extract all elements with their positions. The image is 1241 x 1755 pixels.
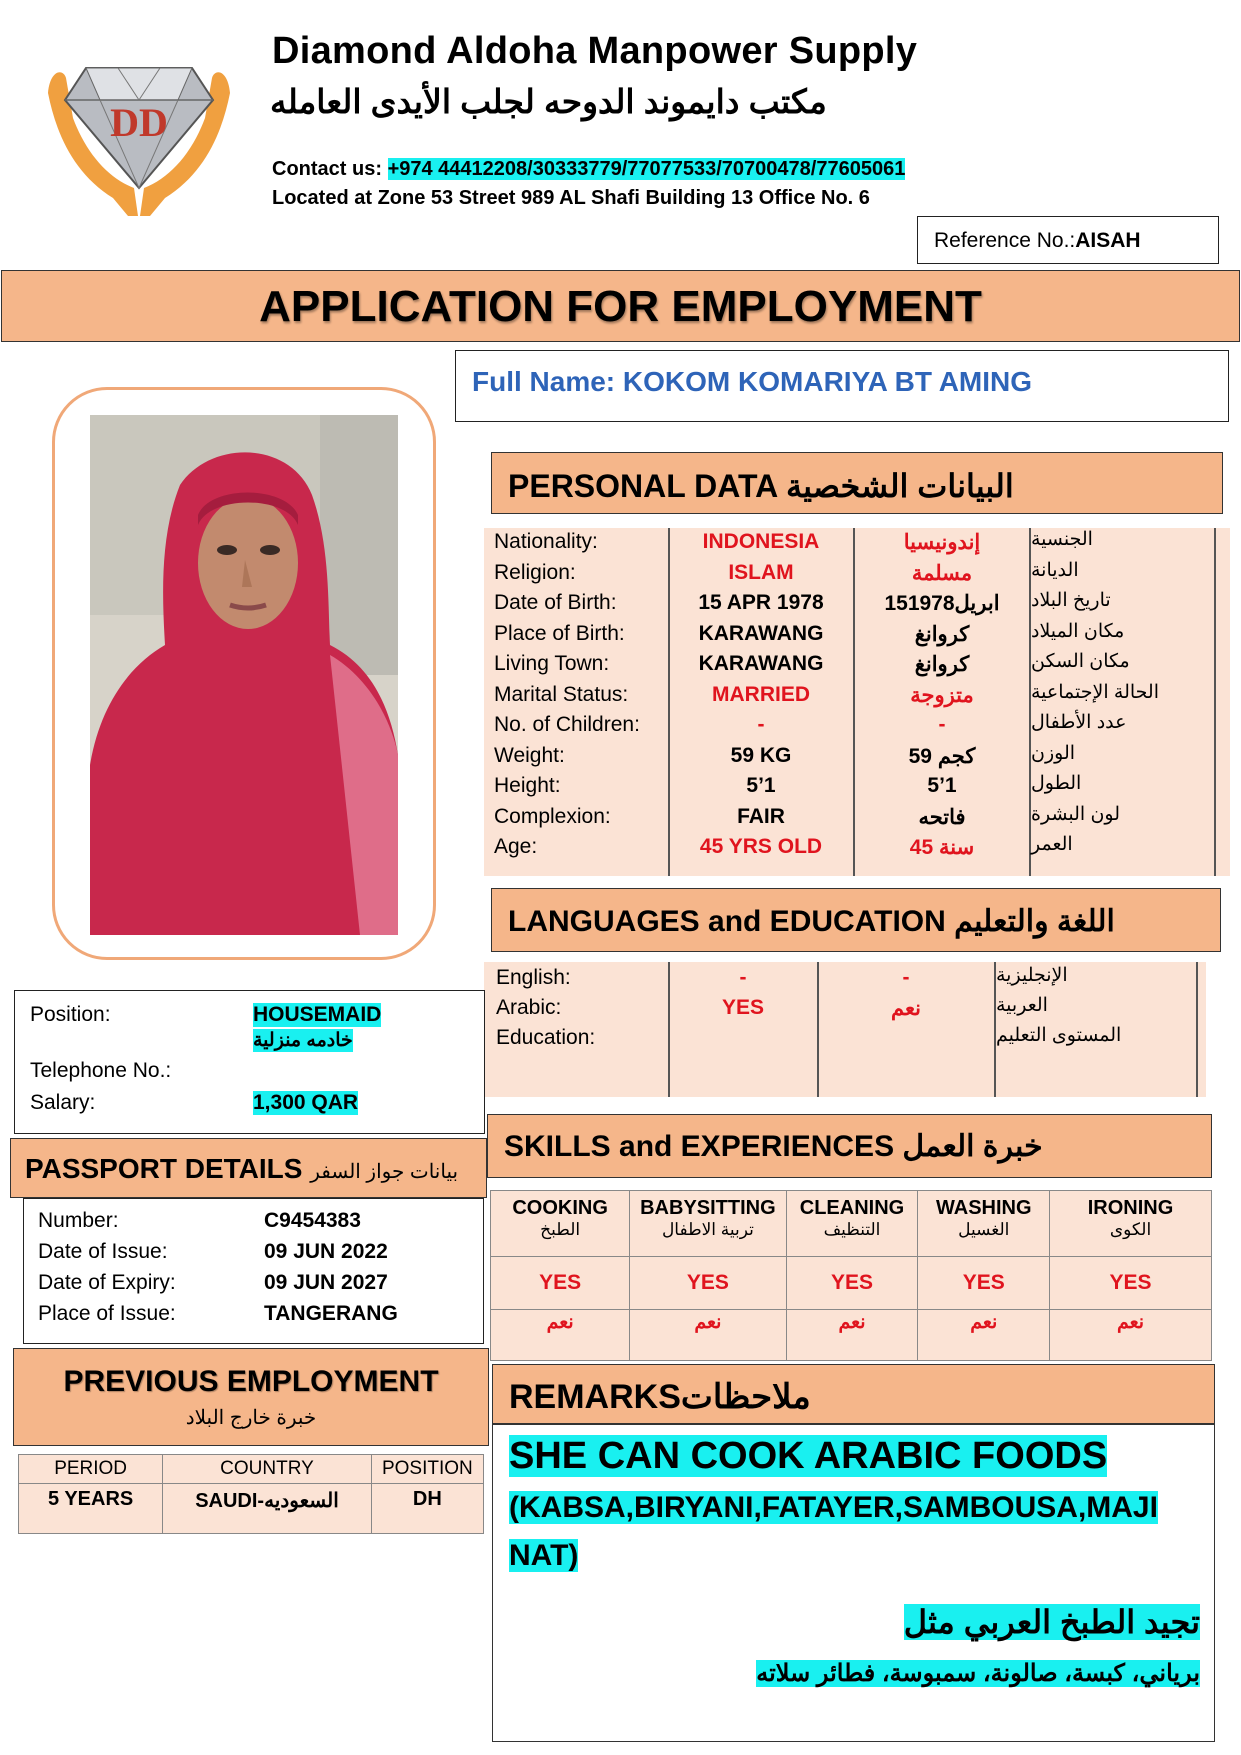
skill-name-ar: الكوى bbox=[1109, 1220, 1152, 1239]
company-name-ar: مكتب دايموند الدوحه لجلب الأيدى العامله bbox=[270, 83, 827, 120]
personal-field-value: MARRIED bbox=[712, 682, 810, 706]
previous-employment-table bbox=[18, 1454, 484, 1534]
skill-name-ar: الغسيل bbox=[958, 1220, 1010, 1239]
full-name-label: Full Name: bbox=[472, 366, 616, 397]
language-field-label: English: bbox=[496, 966, 571, 989]
personal-field-value: INDONESIA bbox=[702, 530, 820, 553]
previous-employment-heading-en: PREVIOUS EMPLOYMENT bbox=[63, 1365, 439, 1398]
personal-field-label-ar: العمر bbox=[1031, 834, 1073, 855]
personal-field-value-ar: فاتحه bbox=[918, 805, 966, 829]
reference-label: Reference No.: bbox=[934, 229, 1076, 252]
skill-value: YES bbox=[630, 1257, 786, 1310]
personal-field-label: Nationality: bbox=[494, 530, 598, 553]
personal-field-label-ar: الحالة الإجتماعية bbox=[1031, 681, 1159, 703]
personal-field-value: 15 APR 1978 bbox=[698, 591, 824, 614]
personal-field-value: - bbox=[757, 713, 765, 736]
previous-period: 5 YEARS bbox=[19, 1484, 163, 1534]
previous-position: DH bbox=[371, 1484, 483, 1534]
language-field-label: Education: bbox=[496, 1026, 596, 1049]
position-value-ar: خادمه منزلية bbox=[253, 1030, 353, 1051]
previous-header-row bbox=[19, 1455, 484, 1484]
previous-employment-heading-ar: خبرة خارج البلاد bbox=[185, 1407, 317, 1429]
skills-heading-ar: خبرة العمل bbox=[902, 1130, 1043, 1163]
logo-letters: DD bbox=[110, 100, 168, 145]
language-field-value-ar bbox=[819, 1026, 993, 1056]
language-field-value bbox=[670, 1026, 816, 1056]
personal-field-label: Religion: bbox=[494, 560, 576, 584]
office-address: Located at Zone 53 Street 989 AL Shafi Building 13 Office No. 6 bbox=[272, 187, 870, 209]
personal-field-label: Place of Birth: bbox=[494, 621, 625, 645]
passport-field-label: Date of Issue: bbox=[38, 1240, 168, 1263]
skill-value: YES bbox=[491, 1257, 630, 1310]
personal-field-value-ar: 59 كجم bbox=[908, 744, 976, 768]
passport-field-value: TANGERANG bbox=[264, 1302, 398, 1325]
full-name-value: KOKOM KOMARIYA BT AMING bbox=[622, 366, 1033, 397]
skill-name: IRONING bbox=[1087, 1197, 1174, 1219]
salary-label: Salary: bbox=[30, 1091, 96, 1114]
personal-field-value: 5’1 bbox=[746, 774, 776, 797]
personal-field-label: Age: bbox=[494, 835, 538, 858]
personal-field-value-ar: متزوجة bbox=[910, 683, 974, 707]
skills-heading-en: SKILLS and EXPERIENCES bbox=[504, 1130, 895, 1163]
personal-field-label: Date of Birth: bbox=[494, 591, 617, 614]
skill-value-ar: نعم bbox=[918, 1310, 1050, 1361]
skill-name-ar: الطبخ bbox=[540, 1220, 581, 1239]
personal-field-value: ISLAM bbox=[728, 560, 794, 584]
personal-field-label-ar: عدد الأطفال bbox=[1031, 712, 1127, 733]
personal-field-value-ar: 5’1 bbox=[927, 774, 957, 797]
personal-field-value-ar: - bbox=[938, 713, 946, 736]
languages-table bbox=[484, 962, 1206, 1097]
remarks-heading-ar: ملاحظات bbox=[680, 1378, 811, 1416]
skills-yes-row bbox=[491, 1257, 1212, 1310]
position-label: Position: bbox=[30, 1003, 111, 1026]
personal-field-value-ar: كروانغ bbox=[914, 653, 970, 676]
passport-heading-en: PASSPORT DETAILS bbox=[25, 1153, 303, 1184]
skill-value-ar: نعم bbox=[1050, 1310, 1212, 1361]
passport-field-value: 09 JUN 2027 bbox=[264, 1271, 388, 1294]
skill-cell bbox=[918, 1191, 1050, 1257]
applicant-photo bbox=[90, 415, 398, 935]
skills-heading bbox=[487, 1114, 1212, 1178]
skill-name: COOKING bbox=[512, 1197, 608, 1219]
personal-field-value-ar: كروانغ bbox=[914, 622, 970, 646]
personal-field-value: 45 YRS OLD bbox=[699, 835, 823, 858]
skills-table bbox=[490, 1190, 1212, 1361]
passport-field-label: Date of Expiry: bbox=[38, 1271, 176, 1294]
skill-name: CLEANING bbox=[799, 1197, 905, 1219]
language-field-label-ar: العربية bbox=[996, 995, 1048, 1016]
remarks-heading-en: REMARKS bbox=[509, 1378, 681, 1416]
personal-field-label: Complexion: bbox=[494, 804, 611, 828]
language-field-value: YES bbox=[721, 996, 765, 1019]
skill-name: WASHING bbox=[935, 1197, 1032, 1219]
passport-heading-ar: بيانات جواز السفر bbox=[310, 1161, 459, 1183]
language-field-label-ar: المستوى التعليم bbox=[996, 1025, 1122, 1046]
language-field-value-ar: - bbox=[902, 966, 910, 989]
position-box bbox=[14, 990, 485, 1134]
skills-header-row bbox=[491, 1191, 1212, 1257]
previous-employment-heading bbox=[13, 1348, 489, 1446]
passport-box bbox=[23, 1198, 484, 1344]
personal-field-label-ar: مكان الميلاد bbox=[1031, 620, 1125, 642]
skill-value: YES bbox=[786, 1257, 918, 1310]
full-name-box bbox=[455, 350, 1229, 422]
personal-data-table bbox=[484, 528, 1230, 876]
passport-field-label: Place of Issue: bbox=[38, 1302, 176, 1325]
personal-data-heading-ar: البيانات الشخصية bbox=[785, 468, 1014, 504]
personal-field-label-ar: الديانة bbox=[1031, 559, 1079, 581]
personal-field-label-ar: الجنسية bbox=[1031, 529, 1093, 550]
skill-value: YES bbox=[1050, 1257, 1212, 1310]
skill-value-ar: نعم bbox=[491, 1310, 630, 1361]
position-value: HOUSEMAID bbox=[253, 1003, 382, 1026]
company-name-en: Diamond Aldoha Manpower Supply bbox=[272, 30, 918, 72]
contact-numbers: +974 44412208/30333779/77077533/70700478/77605061 bbox=[387, 158, 906, 180]
languages-heading-en: LANGUAGES and EDUCATION bbox=[508, 905, 946, 938]
remarks-line-2: (KABSA,BIRYANI,FATAYER,SAMBOUSA,MAJI bbox=[509, 1491, 1158, 1524]
skill-name-ar: التنظيف bbox=[823, 1220, 881, 1239]
skill-cell bbox=[630, 1191, 786, 1257]
personal-field-label: Height: bbox=[494, 774, 561, 797]
remarks-ar-line-1: تجيد الطبخ العربي مثل bbox=[903, 1604, 1200, 1640]
contact-label: Contact us: bbox=[272, 158, 382, 180]
passport-field-value: C9454383 bbox=[264, 1209, 361, 1232]
previous-column-header: POSITION bbox=[371, 1455, 483, 1484]
personal-field-label-ar: الطول bbox=[1031, 773, 1082, 794]
personal-field-label-ar: الوزن bbox=[1031, 742, 1076, 764]
skill-value: YES bbox=[918, 1257, 1050, 1310]
remarks-ar-line-2: برياني، كبسة، صالونة، سمبوسة، فطائر سلاته bbox=[756, 1660, 1200, 1687]
personal-field-label-ar: مكان السكن bbox=[1031, 651, 1130, 672]
personal-field-label-ar: تاريخ البلاد bbox=[1031, 590, 1111, 611]
language-field-value: - bbox=[739, 966, 747, 989]
reference-value: AISAH bbox=[1075, 229, 1141, 252]
salary-value: 1,300 QAR bbox=[253, 1091, 359, 1114]
skills-yes-ar-row bbox=[491, 1310, 1212, 1361]
personal-field-value: FAIR bbox=[737, 804, 785, 828]
personal-field-label: Marital Status: bbox=[494, 682, 629, 706]
contact-line bbox=[272, 158, 905, 181]
skill-value-ar: نعم bbox=[786, 1310, 918, 1361]
skill-cell bbox=[786, 1191, 918, 1257]
previous-column-header: COUNTRY bbox=[163, 1455, 371, 1484]
page-title: APPLICATION FOR EMPLOYMENT bbox=[1, 270, 1240, 342]
skill-name-ar: تربية الاطفال bbox=[661, 1220, 754, 1239]
personal-field-value-ar: مسلمة bbox=[911, 561, 973, 585]
previous-country: SAUDI-السعوديه bbox=[163, 1484, 371, 1534]
skill-name: BABYSITTING bbox=[640, 1197, 776, 1219]
languages-heading-ar: اللغة والتعليم bbox=[954, 905, 1115, 938]
personal-field-label: Living Town: bbox=[494, 652, 610, 675]
remarks-heading bbox=[492, 1364, 1215, 1424]
skill-cell bbox=[491, 1191, 630, 1257]
language-field-label: Arabic: bbox=[496, 996, 562, 1019]
skill-cell bbox=[1050, 1191, 1212, 1257]
telephone-label: Telephone No.: bbox=[30, 1059, 172, 1082]
languages-heading bbox=[491, 888, 1221, 952]
personal-field-label-ar: لون البشرة bbox=[1031, 803, 1121, 825]
passport-field-value: 09 JUN 2022 bbox=[264, 1240, 388, 1263]
personal-field-label: No. of Children: bbox=[494, 713, 640, 736]
passport-field-label: Number: bbox=[38, 1209, 119, 1232]
passport-heading bbox=[10, 1138, 487, 1198]
personal-data-heading-en: PERSONAL DATA bbox=[508, 468, 778, 504]
skill-value-ar: نعم bbox=[630, 1310, 786, 1361]
language-field-label-ar: الإنجليزية bbox=[996, 965, 1068, 986]
personal-data-heading bbox=[491, 452, 1223, 514]
personal-field-value: 59 KG bbox=[730, 743, 792, 767]
previous-column-header: PERIOD bbox=[19, 1455, 163, 1484]
personal-field-value: KARAWANG bbox=[698, 652, 824, 675]
personal-field-value-ar: 45 سنة bbox=[909, 836, 975, 859]
remarks-line-1: SHE CAN COOK ARABIC FOODS bbox=[509, 1435, 1108, 1477]
company-logo bbox=[28, 38, 250, 216]
previous-row bbox=[19, 1484, 484, 1534]
remarks-box bbox=[492, 1424, 1215, 1742]
personal-field-value: KARAWANG bbox=[698, 621, 824, 645]
personal-field-label: Weight: bbox=[494, 743, 565, 767]
reference-box bbox=[917, 216, 1219, 264]
personal-field-value-ar: 15ابريل1978 bbox=[884, 592, 1000, 615]
language-field-value-ar: نعم bbox=[891, 997, 921, 1020]
remarks-line-3: NAT) bbox=[509, 1539, 579, 1572]
personal-field-value-ar: إندونيسيا bbox=[903, 531, 981, 554]
